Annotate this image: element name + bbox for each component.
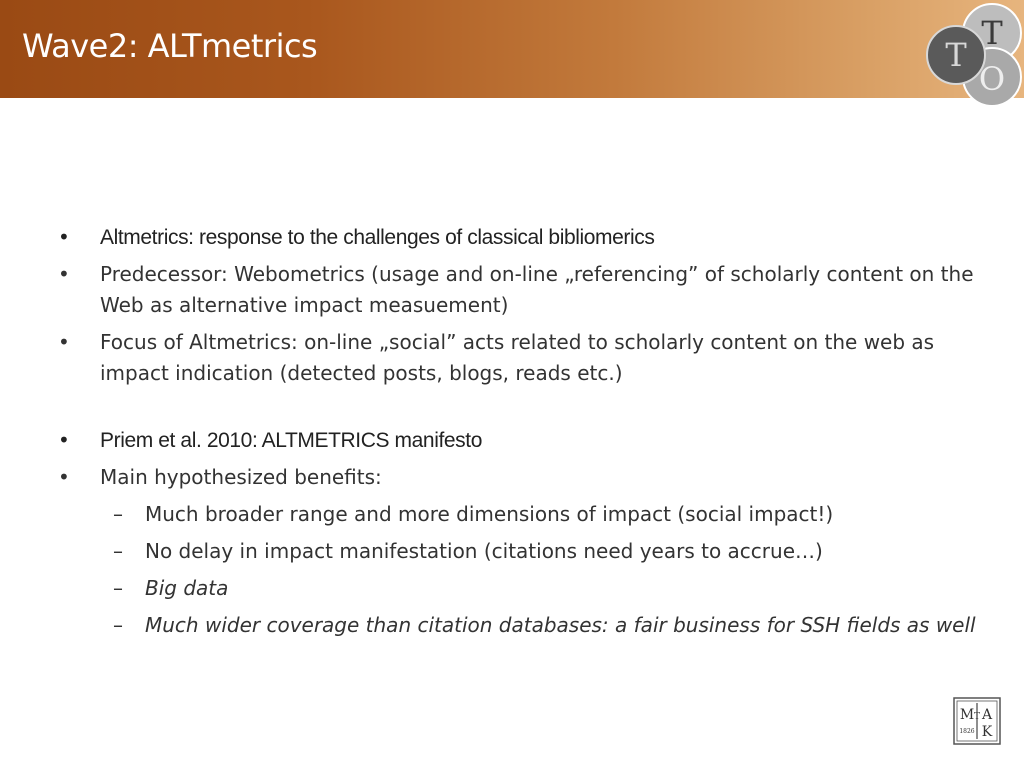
bullet-text: Predecessor: Webometrics (usage and on-line „referencing” of scholarly content on the Web as alternative impact measuement)	[100, 262, 974, 317]
bullet-mark: •	[58, 428, 70, 452]
mtak-logo-letter-m: M	[959, 707, 975, 723]
sub-bullet-text: Much broader range and more dimensions of impact (social impact!)	[145, 502, 834, 526]
bullet-altmetrics-response	[58, 222, 978, 253]
tto-logo-letter-top: T	[981, 14, 1003, 52]
tto-logo-letter-bottom: O	[978, 60, 1006, 98]
sub-bullet-text: Big data	[145, 576, 229, 600]
tto-logo-letter-left: T	[945, 36, 967, 74]
sub-bullet-big-data	[58, 573, 978, 604]
bullet-focus	[58, 327, 978, 389]
sub-bullet-mark: –	[113, 576, 123, 600]
bullet-text: Priem et al. 2010: ALTMETRICS manifesto	[100, 429, 482, 452]
bullet-text: Altmetrics: response to the challenges of classical bibliomerics	[100, 226, 655, 249]
bullet-predecessor	[58, 259, 978, 321]
mtak-logo-letter-t: T	[973, 712, 981, 722]
mtak-logo-letter-k: K	[981, 724, 993, 740]
bullet-mark: •	[58, 225, 70, 249]
sub-bullet-wider-coverage	[58, 610, 978, 641]
sub-bullet-broader-range	[58, 499, 978, 530]
bullet-text: Focus of Altmetrics: on-line „social” acts related to scholarly content on the web as impact indication (detected posts, blogs, reads etc.)	[100, 330, 935, 385]
slide-header	[0, 0, 1024, 98]
slide-content	[58, 222, 978, 641]
slide-title: Wave2: ALTmetrics	[22, 27, 318, 65]
tto-logo	[922, 0, 1024, 110]
sub-bullet-mark: –	[113, 539, 123, 563]
sub-bullet-text: Much wider coverage than citation databases: a fair business for SSH fields as well	[145, 613, 976, 637]
bullet-benefits	[58, 462, 978, 493]
bullet-mark: •	[58, 330, 70, 354]
sub-bullet-mark: –	[113, 613, 123, 637]
sub-bullet-mark: –	[113, 502, 123, 526]
sub-bullet-text: No delay in impact manifestation (citations need years to accrue…)	[145, 539, 823, 563]
bullet-mark: •	[58, 262, 70, 286]
bullet-text: Main hypothesized benefits:	[100, 465, 382, 489]
bullet-mark: •	[58, 465, 70, 489]
sub-bullet-no-delay	[58, 536, 978, 567]
mtak-logo-year: 1826	[959, 728, 975, 735]
bullet-priem-manifesto	[58, 425, 978, 456]
mtak-logo	[953, 697, 1001, 745]
mtak-logo-letter-a: A	[981, 707, 993, 723]
